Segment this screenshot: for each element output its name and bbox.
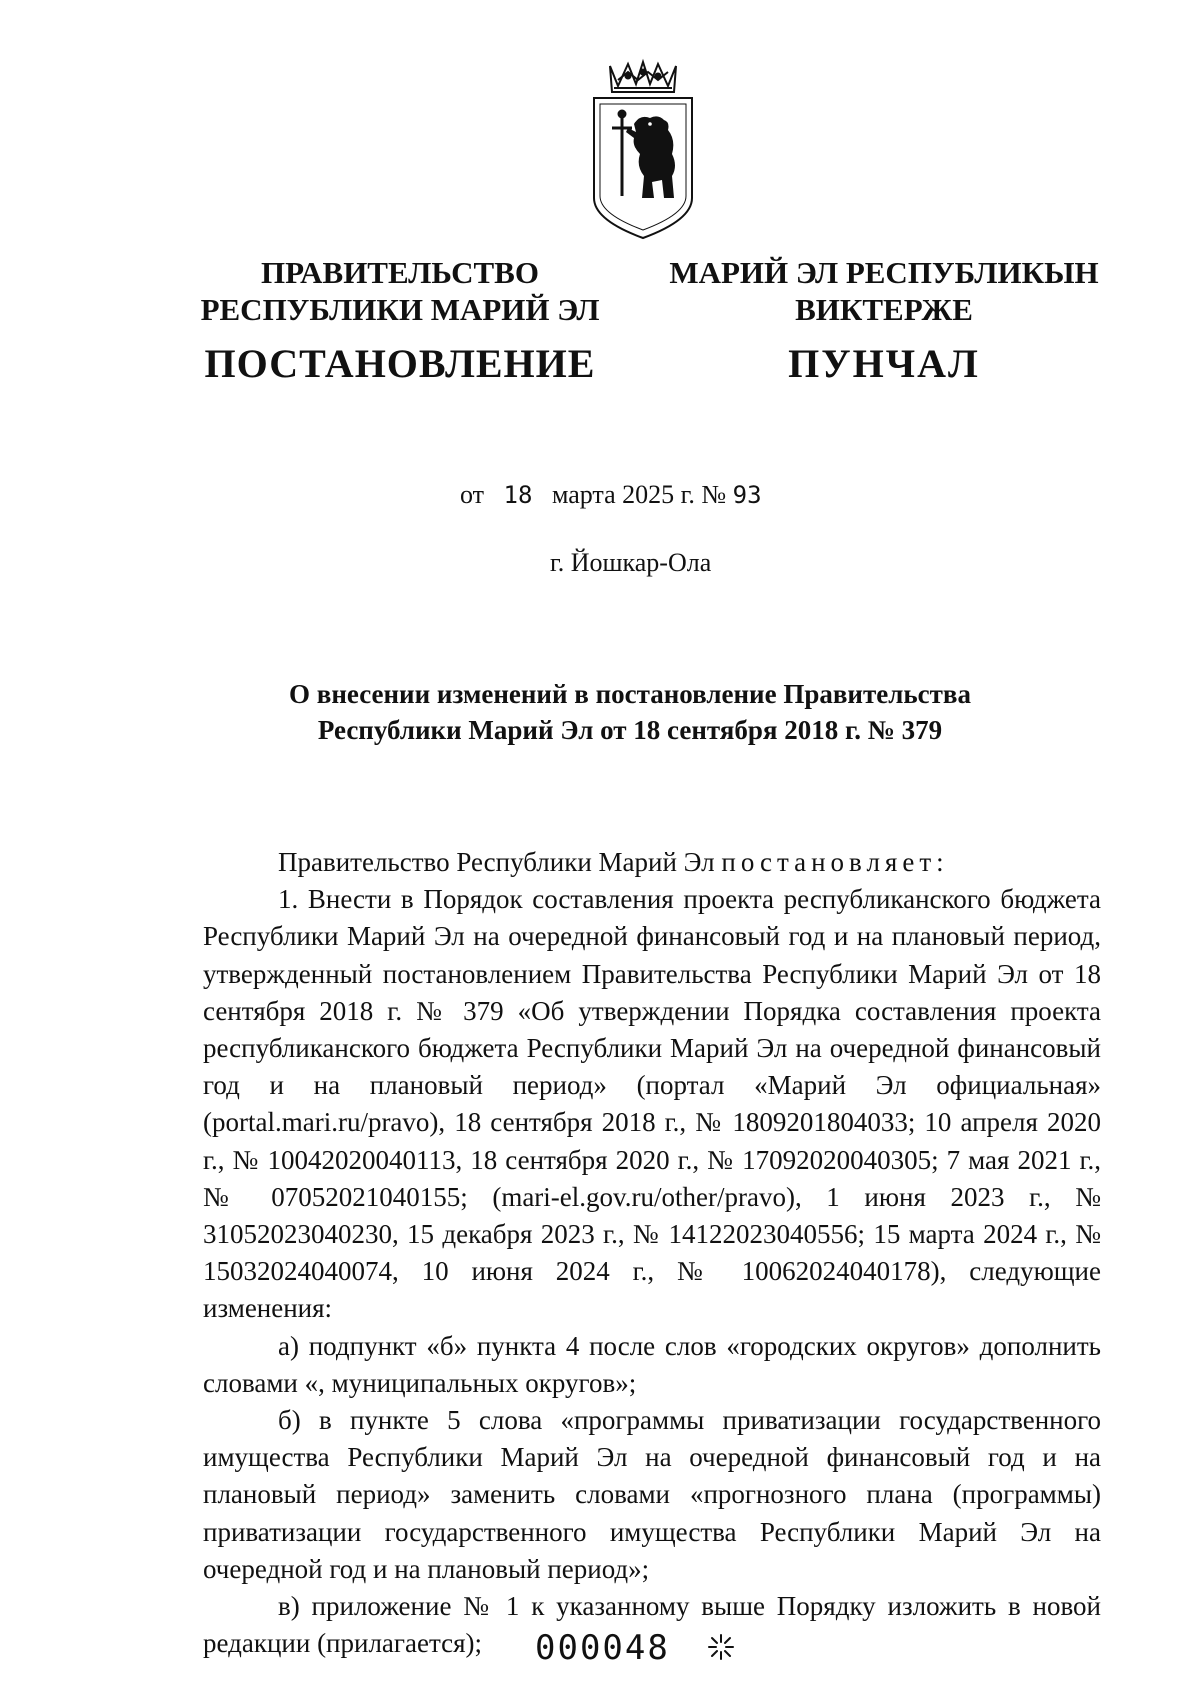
header-left-line2: РЕСПУБЛИКИ МАРИЙ ЭЛ bbox=[200, 292, 600, 327]
intro-text: Правительство Республики Марий Эл bbox=[278, 847, 715, 877]
intro-resolves: постановляет: bbox=[721, 847, 949, 877]
date-line bbox=[460, 480, 762, 510]
city: г. Йошкар-Ола bbox=[550, 548, 712, 577]
doc-type-ru: ПОСТАНОВЛЕНИЕ bbox=[204, 341, 596, 386]
doc-number: 93 bbox=[732, 481, 762, 509]
item-b: б) в пункте 5 слова «программы приватизации государственного имущества Республики Марий Эл на очередной финансовый год и на плановый период» заменить словами «прогнозного плана (программы) приватизации государственного имущества Республики Марий Эл на очередной год и на плановый период»; bbox=[203, 1405, 1101, 1584]
header-right-line2: ВИКТЕРЖЕ bbox=[795, 292, 973, 327]
header-right-line1: МАРИЙ ЭЛ РЕСПУБЛИКЫН bbox=[669, 255, 1099, 290]
doc-type-mari: ПУНЧАЛ bbox=[788, 341, 980, 386]
date-day: 18 bbox=[503, 481, 533, 509]
date-prefix: от bbox=[460, 480, 485, 509]
intro-paragraph bbox=[203, 844, 1101, 881]
header-left bbox=[190, 254, 610, 328]
item-1: 1. Внести в Порядок составления проекта республиканского бюджета Республики Марий Эл на очередной финансовый год и на плановый период, утвержденный постановлением Правительства Республики Марий Эл от 18 сентября 2018 г. № 379 «Об утверждении Порядка составления проекта республиканского бюджета Республики Марий Эл на очередной финансовый год и на плановый период» (портал «Марий Эл официальная» (portal.mari.ru/pravo), 18 сентября 2018 г., № 1809201804033; 10 апреля 2020 г., № 10042020040113, 18 сентября 2020 г., № 17092020040305; 7 мая 2021 г., № 07052021040155; (mari-el.gov.ru/other/pravo), 1 июня 2023 г., № 31052023040230, 15 декабря 2023 г., № 14122023040556; 15 марта 2024 г., № 15032024040074, 10 июня 2024 г., № 10062024040178), следующие изменения: bbox=[203, 884, 1101, 1324]
serial-number: 000048 bbox=[535, 1628, 670, 1668]
header-left-line1: ПРАВИТЕЛЬСТВО bbox=[261, 255, 539, 290]
doc-body bbox=[203, 844, 1101, 1662]
coat-of-arms-icon bbox=[588, 58, 698, 240]
doc-title-line2: Республики Марий Эл от 18 сентября 2018 г. № 379 bbox=[317, 715, 943, 745]
doc-title-line1: О внесении изменений в постановление Правительства bbox=[289, 679, 971, 709]
item-v: в) приложение № 1 к указанному выше Порядку изложить в новой редакции (прилагается); bbox=[203, 1591, 1101, 1659]
date-month-year: марта 2025 г. № bbox=[551, 480, 727, 509]
doc-title bbox=[160, 676, 1100, 748]
asterisk-mark-icon bbox=[706, 1632, 736, 1662]
header-right bbox=[664, 254, 1104, 328]
item-a: а) подпункт «б» пункта 4 после слов «городских округов» дополнить словами «, муниципальных округов»; bbox=[203, 1330, 1101, 1398]
